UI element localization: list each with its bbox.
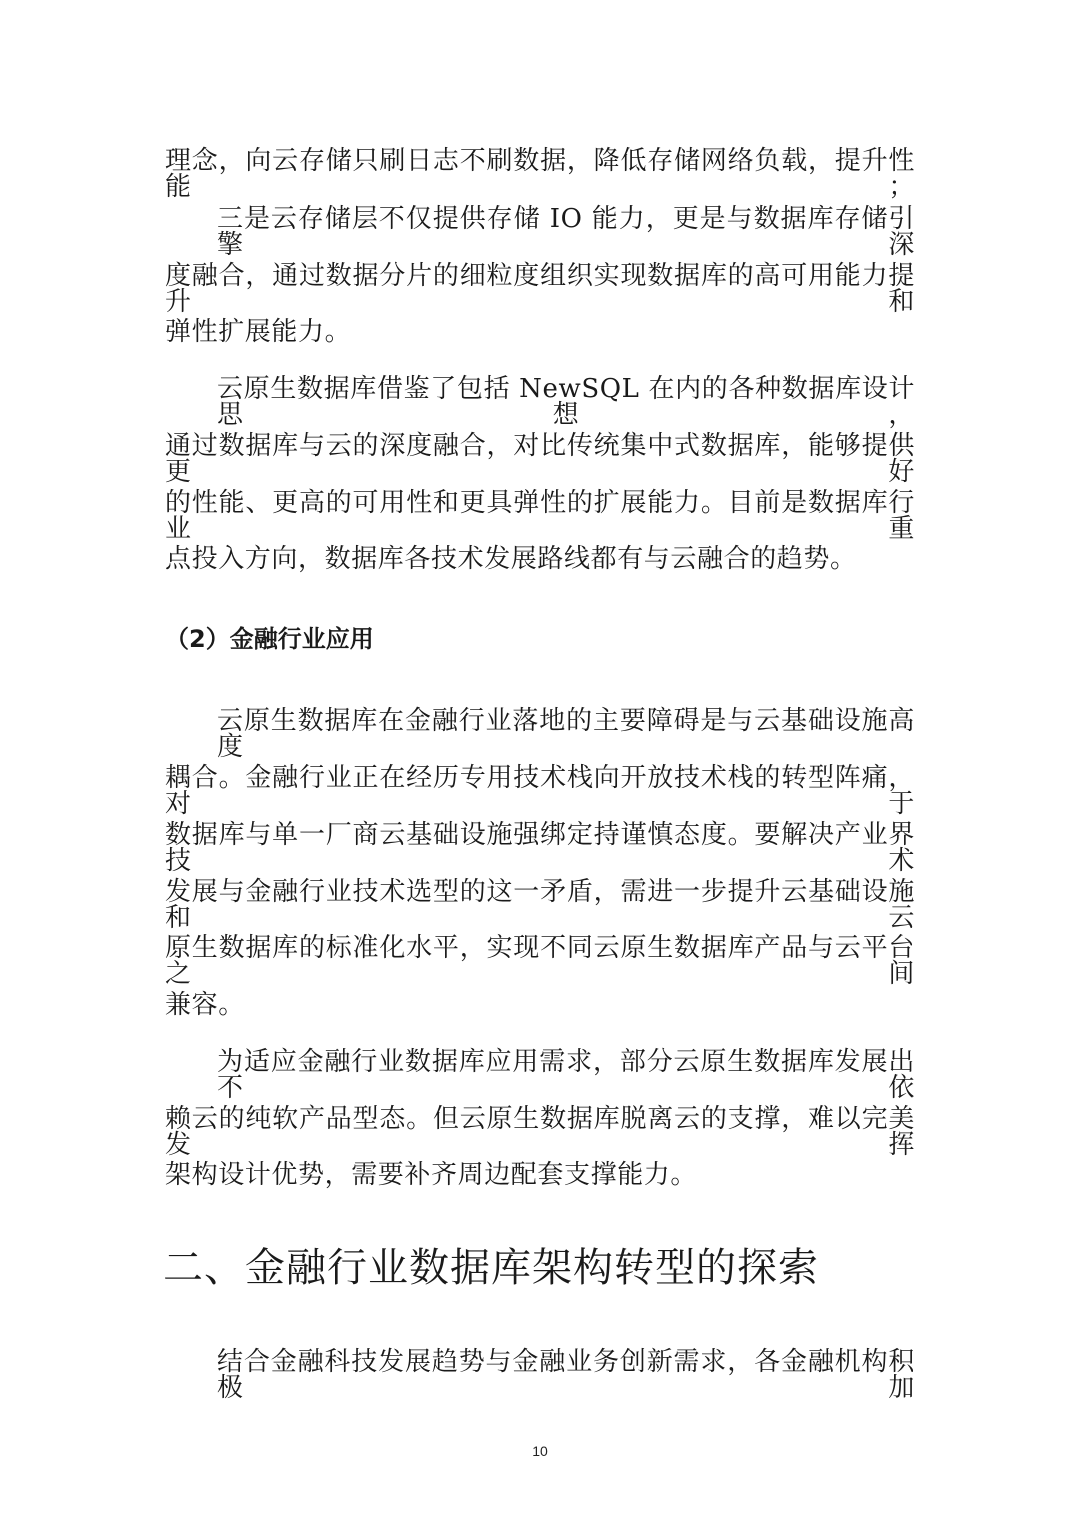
paragraph-line: 兼容。 <box>165 990 245 1020</box>
paragraph-line: 赖云的纯软产品型态。但云原生数据库脱离云的支撑，难以完美发挥 <box>165 1104 915 1160</box>
paragraph-line: 耦合。金融行业正在经历专用技术栈向开放技术栈的转型阵痛，对于 <box>165 763 915 819</box>
paragraph-line: 点投入方向，数据库各技术发展路线都有与云融合的趋势。 <box>165 544 857 574</box>
paragraph-line: 度融合，通过数据分片的细粒度组织实现数据库的高可用能力提升和 <box>165 261 915 317</box>
paragraph-line: 的性能、更高的可用性和更具弹性的扩展能力。目前是数据库行业重 <box>165 488 915 544</box>
paragraph-line: 云原生数据库在金融行业落地的主要障碍是与云基础设施高度 <box>217 706 915 762</box>
paragraph-line: 云原生数据库借鉴了包括 NewSQL 在内的各种数据库设计思想， <box>217 374 915 430</box>
paragraph-line: 结合金融科技发展趋势与金融业务创新需求，各金融机构积极加 <box>217 1347 915 1403</box>
chapter-heading: 二、金融行业数据库架构转型的探索 <box>163 1245 819 1291</box>
paragraph-line: 架构设计优势，需要补齐周边配套支撑能力。 <box>165 1160 698 1190</box>
paragraph-line: 发展与金融行业技术选型的这一矛盾，需进一步提升云基础设施和云 <box>165 877 915 933</box>
paragraph-line: 三是云存储层不仅提供存储 IO 能力，更是与数据库存储引擎深 <box>217 204 915 260</box>
paragraph-line: 原生数据库的标准化水平，实现不同云原生数据库产品与云平台之间 <box>165 933 915 989</box>
paragraph-line: 为适应金融行业数据库应用需求，部分云原生数据库发展出不依 <box>217 1047 915 1103</box>
paragraph-line: 弹性扩展能力。 <box>165 317 352 347</box>
paragraph-line: 理念，向云存储只刷日志不刷数据，降低存储网络负载，提升性能； <box>165 146 915 202</box>
page-number: 10 <box>532 1443 548 1459</box>
section-subheading: （2）金融行业应用 <box>165 625 374 653</box>
paragraph-line: 通过数据库与云的深度融合，对比传统集中式数据库，能够提供更好 <box>165 431 915 487</box>
paragraph-line: 数据库与单一厂商云基础设施强绑定持谨慎态度。要解决产业界技术 <box>165 820 915 876</box>
